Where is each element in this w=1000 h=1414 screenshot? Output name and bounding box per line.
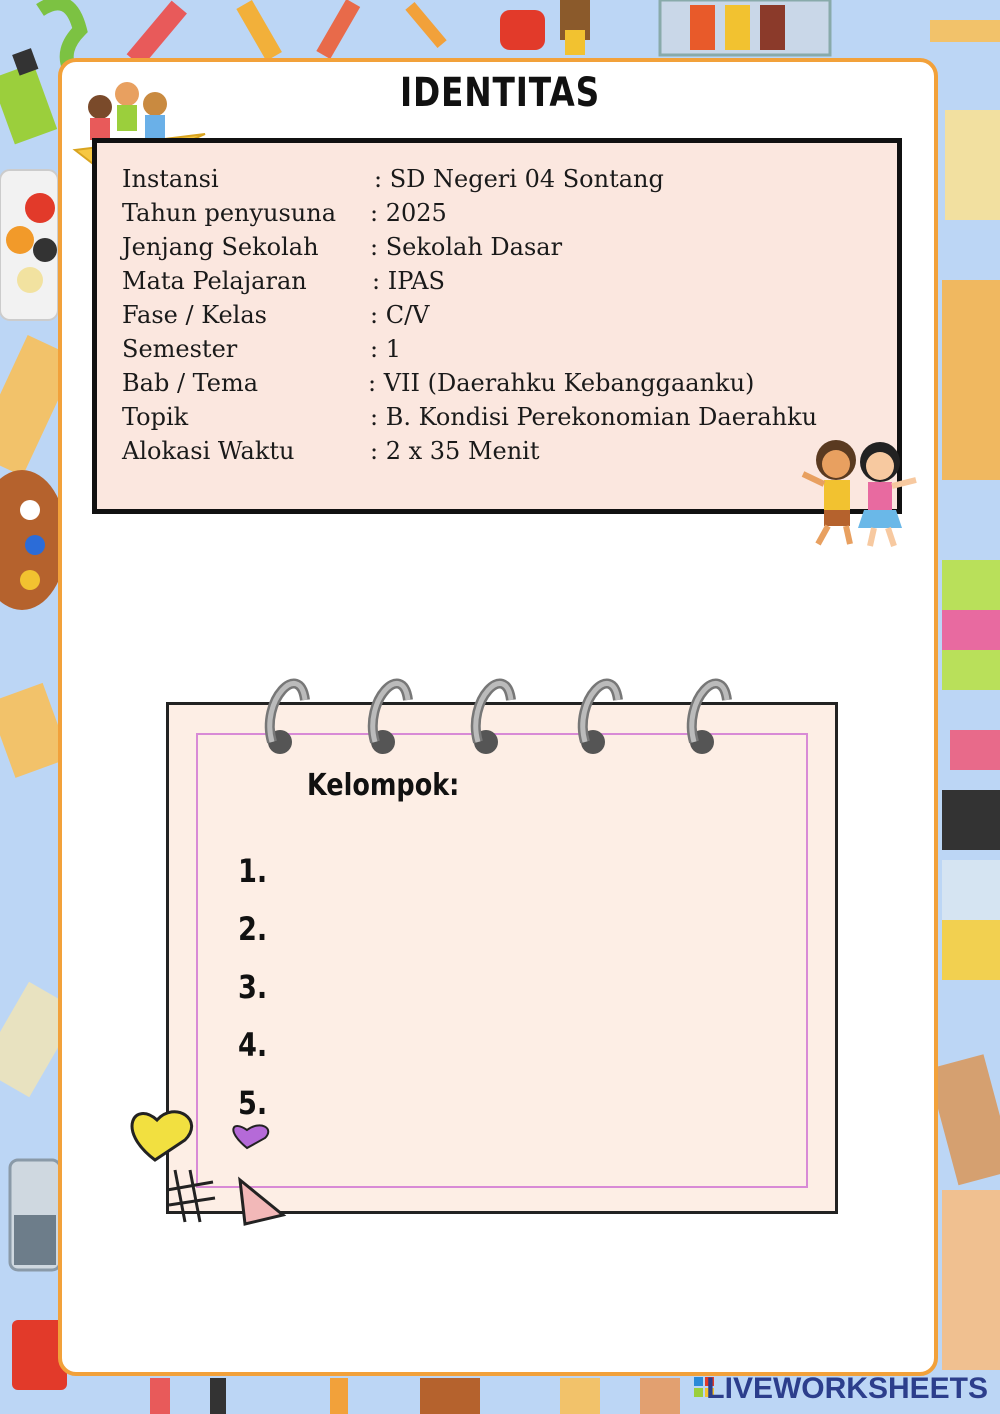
identity-label: Jenjang Sekolah [122,233,319,261]
group-heading: Kelompok: [307,768,460,803]
identity-label: Topik [122,403,189,431]
list-item: 1. [238,852,268,890]
palette-icon [0,470,67,610]
spiral-ring-icon [371,683,408,754]
identity-label: Tahun penyusuna [122,199,337,227]
spiral-ring-icon [581,683,618,754]
identity-label: Fase / Kelas [122,301,267,329]
list-item: 4. [238,1026,268,1064]
doodle-icon [167,1170,215,1222]
kids-icon [798,432,923,557]
triangle-icon [240,1180,283,1224]
identity-label: Bab / Tema [122,369,259,397]
page-title: IDENTITAS [399,70,601,116]
identity-value: : IPAS [372,267,445,295]
identity-label: Instansi [122,165,219,193]
list-item: 2. [238,910,268,948]
paintbrush-icon [150,1378,680,1414]
list-item: 3. [238,968,268,1006]
spiral-binding [250,660,770,760]
watermark: LIVEWORKSHEETS [706,1372,988,1405]
identity-value: : 1 [370,335,401,363]
spiral-ring-icon [268,683,305,754]
identity-value: : VII (Daerahku Kebanggaanku) [368,369,755,397]
list-item: 5. [238,1084,268,1122]
identity-label: Semester [122,335,238,363]
spiral-ring-icon [690,683,727,754]
identity-label: Mata Pelajaran [122,267,307,295]
heart-icon [132,1112,192,1160]
identity-value: : 2 x 35 Menit [370,437,540,465]
heart-icon [233,1125,268,1148]
identity-value: : Sekolah Dasar [370,233,563,261]
doodle-group [115,1100,305,1230]
spiral-ring-icon [474,683,511,754]
identity-value: : B. Kondisi Perekonomian Daerahku [370,403,818,431]
identity-label: Alokasi Waktu [122,437,295,465]
paint-jar-icon [0,170,58,320]
identity-value: : SD Negeri 04 Sontang [374,165,664,193]
paintbrush-icon [127,0,590,67]
identity-value: : 2025 [370,199,447,227]
paintbrush-icon [927,110,1000,1370]
identity-value: : C/V [370,301,430,329]
paint-jar-icon [660,0,1000,55]
